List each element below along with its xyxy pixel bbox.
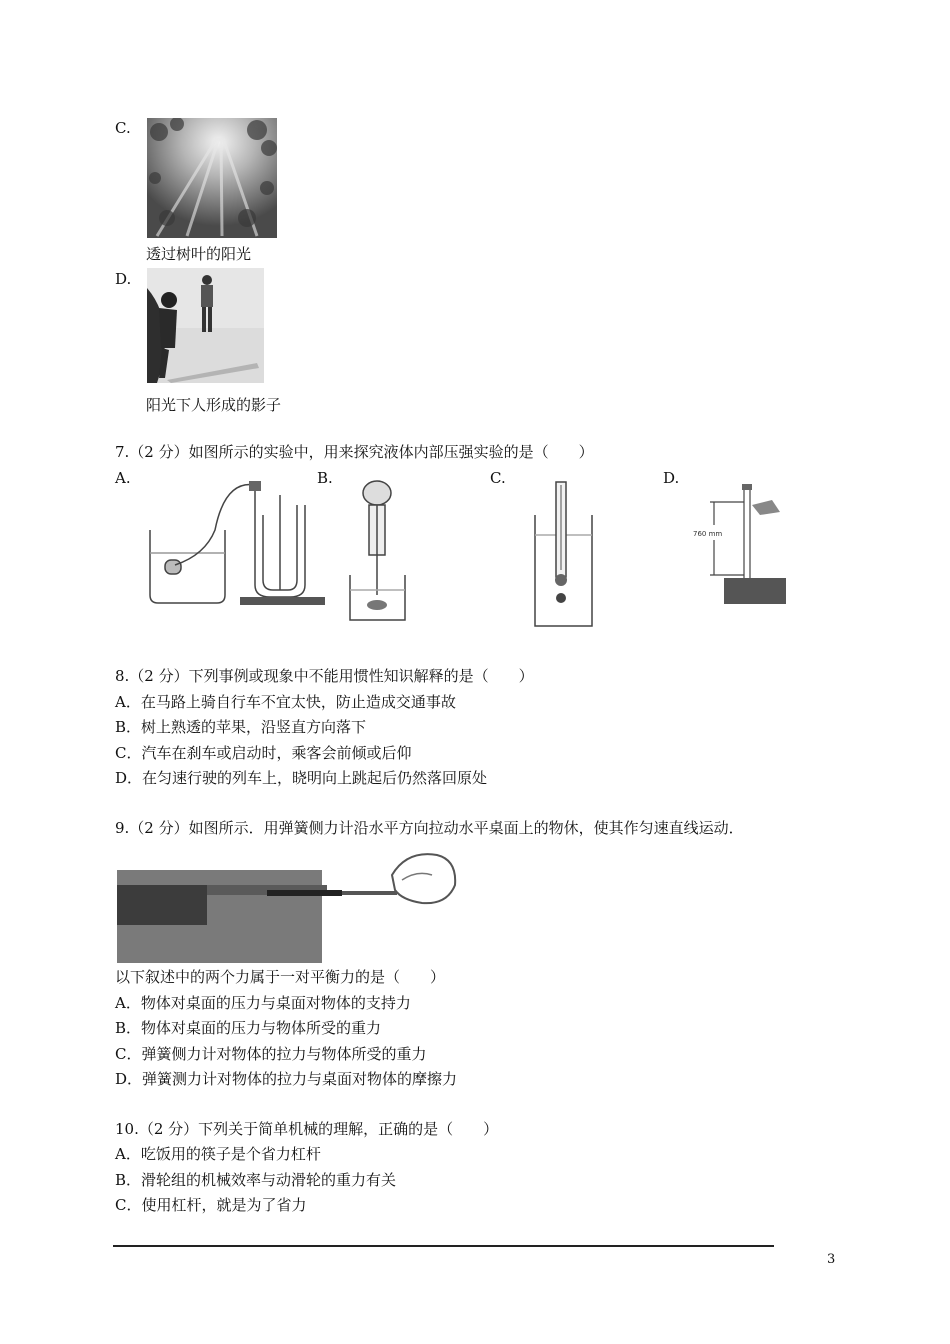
q6-option-c-label: C.: [115, 119, 131, 137]
sunlight-through-leaves-photo: [147, 118, 277, 238]
q6-option-c-caption: 透过树叶的阳光: [146, 245, 252, 263]
q7-stem: 7.（2 分）如图所示的实验中，用来探究液体内部压强实验的是（ ）: [115, 443, 594, 461]
people-shadow-photo: [147, 268, 264, 383]
page-number: 3: [827, 1252, 836, 1267]
footer-divider: [113, 1245, 774, 1247]
q7-label-c: C.: [490, 469, 506, 487]
q7-label-b: B.: [317, 469, 333, 487]
q6-option-d-caption: 阳光下人形成的影子: [146, 396, 282, 414]
q8-stem: 8.（2 分）下列事例或现象中不能用惯性知识解释的是（ ）: [115, 667, 534, 685]
test-tube-in-beaker-figure: [530, 480, 600, 630]
spring-scale-pulling-block-figure: [117, 845, 477, 965]
q8-option-c: C．汽车在刹车或启动时，乘客会前倾或后仰: [115, 744, 412, 762]
q7-label-d: D.: [663, 469, 680, 487]
q8-option-b: B．树上熟透的苹果，沿竖直方向落下: [115, 718, 367, 736]
q10-option-c: C．使用杠杆，就是为了省力: [115, 1196, 307, 1214]
u-tube-manometer-figure: [145, 475, 325, 610]
q8-option-d: D．在匀速行驶的列车上，晓明向上跳起后仍然落回原处: [115, 769, 488, 787]
dropper-in-beaker-figure: [345, 475, 415, 625]
q9-option-b: B．物体对桌面的压力与物体所受的重力: [115, 1019, 382, 1037]
q8-option-a: A．在马路上骑自行车不宜太快，防止造成交通事故: [115, 693, 456, 711]
q7-label-a: A.: [115, 469, 131, 487]
q9-option-d: D．弹簧测力计对物体的拉力与桌面对物体的摩擦力: [115, 1070, 458, 1088]
q6-option-d-label: D.: [115, 270, 132, 288]
q9-stem: 9.（2 分）如图所示．用弹簧侧力计沿水平方向拉动水平桌面上的物休，使其作匀速直线运动．: [115, 819, 744, 837]
q10-option-a: A．吃饭用的筷子是个省力杠杆: [115, 1145, 321, 1163]
q10-stem: 10.（2 分）下列关于简单机械的理解，正确的是（ ）: [115, 1120, 499, 1138]
barometer-height-text: 760 mm: [693, 530, 723, 538]
q9-option-a: A．物体对桌面的压力与桌面对物体的支持力: [115, 994, 411, 1012]
q9-sub-stem: 以下叙述中的两个力属于一对平衡力的是（ ）: [115, 968, 446, 986]
q10-option-b: B．滑轮组的机械效率与动滑轮的重力有关: [115, 1171, 397, 1189]
torricelli-barometer-figure: [690, 480, 790, 608]
q9-option-c: C．弹簧侧力计对物体的拉力与物体所受的重力: [115, 1045, 427, 1063]
